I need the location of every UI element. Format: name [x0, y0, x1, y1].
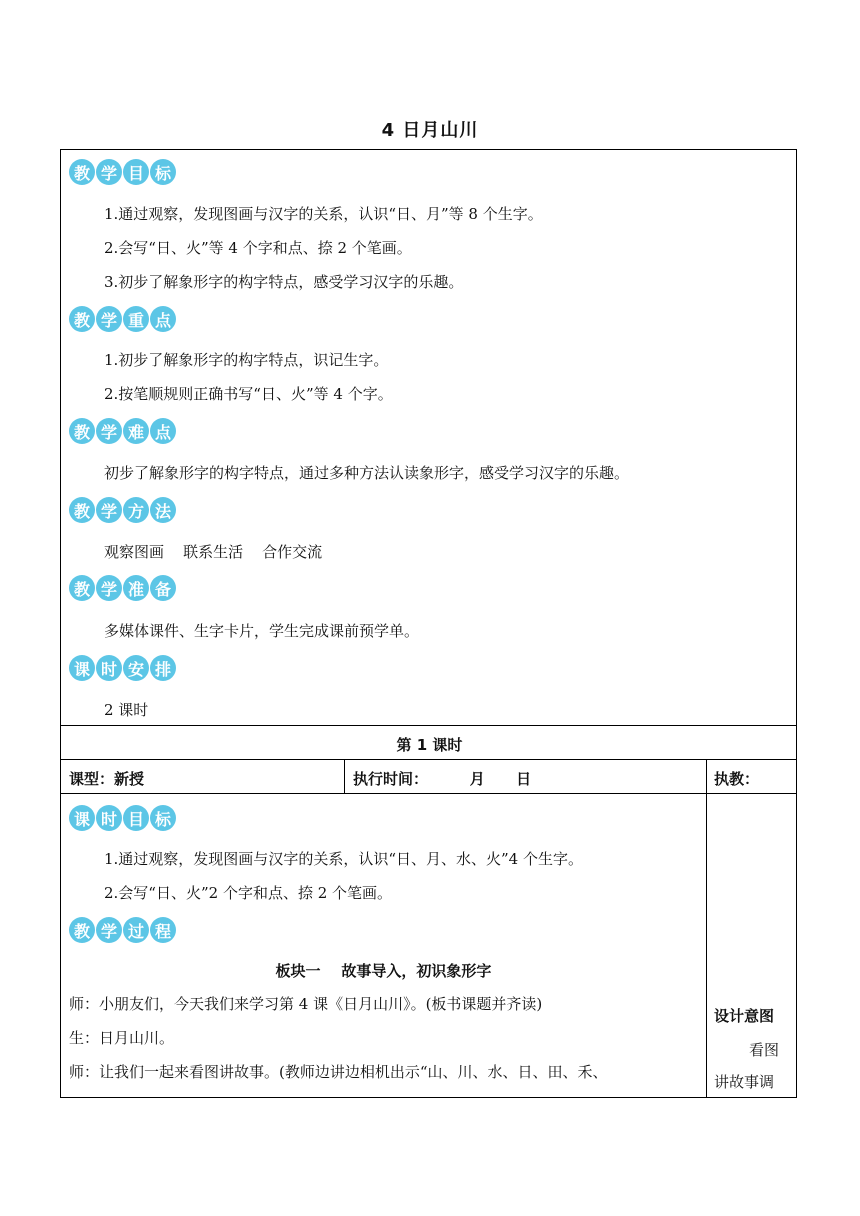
row-divider	[61, 725, 796, 726]
method-item: 观察图画 联系生活 合作交流	[104, 543, 323, 561]
dialogue-line: 师：让我们一起来看图讲故事。(教师边讲边相机出示“山、川、水、日、田、禾、	[69, 1063, 608, 1081]
design-intent-heading: 设计意图	[714, 1007, 775, 1025]
key-item: 1.初步了解象形字的构字特点，识记生字。	[104, 351, 389, 369]
prep-item: 多媒体课件、生字卡片，学生完成课前预学单。	[104, 622, 420, 640]
method-badge: 教 学 方 法	[69, 497, 176, 523]
teacher-label: 执教：	[714, 770, 760, 788]
lesson-goal-item: 2.会写“日、火”2 个字和点、捺 2 个笔画。	[104, 884, 393, 902]
lesson-header: 第 1 课时	[396, 736, 463, 754]
prep-badge: 教 学 准 备	[69, 575, 176, 601]
goal-item: 3.初步了解象形字的构字特点，感受学习汉字的乐趣。	[104, 273, 464, 291]
lesson-goal-item: 1.通过观察，发现图画与汉字的关系，认识“日、月、水、火”4 个生字。	[104, 850, 583, 868]
goal-item: 2.会写“日、火”等 4 个字和点、捺 2 个笔画。	[104, 239, 412, 257]
lesson-goals-badge: 课 时 目 标	[69, 805, 176, 831]
lesson-type: 课型：新授	[69, 770, 145, 788]
page-title: 4 日月山川	[381, 120, 479, 141]
block-title: 板块一 故事导入，初识象形字	[275, 962, 492, 980]
goals-badge: 教 学 目 标	[69, 159, 176, 185]
schedule-badge: 课 时 安 排	[69, 655, 176, 681]
dialogue-line: 生：日月山川。	[69, 1029, 175, 1047]
col-divider	[344, 759, 345, 793]
difficulty-badge: 教 学 难 点	[69, 418, 176, 444]
goal-item: 1.通过观察，发现图画与汉字的关系，认识“日、月”等 8 个生字。	[104, 205, 543, 223]
row-divider	[61, 793, 796, 794]
key-points-badge: 教 学 重 点	[69, 306, 176, 332]
lesson-plan-table	[60, 149, 797, 1098]
schedule-item: 2 课时	[104, 701, 149, 719]
difficulty-item: 初步了解象形字的构字特点，通过多种方法认读象形字，感受学习汉字的乐趣。	[104, 464, 630, 482]
execution-time: 执行时间： 月 日	[353, 770, 532, 788]
process-badge: 教 学 过 程	[69, 917, 176, 943]
key-item: 2.按笔顺规则正确书写“日、火”等 4 个字。	[104, 385, 393, 403]
design-intent-text: 看图	[749, 1041, 780, 1059]
design-intent-text: 讲故事调	[714, 1073, 775, 1091]
col-divider	[706, 759, 707, 1098]
row-divider	[61, 759, 796, 760]
dialogue-line: 师：小朋友们，今天我们来学习第 4 课《日月山川》。(板书课题并齐读)	[69, 995, 543, 1013]
